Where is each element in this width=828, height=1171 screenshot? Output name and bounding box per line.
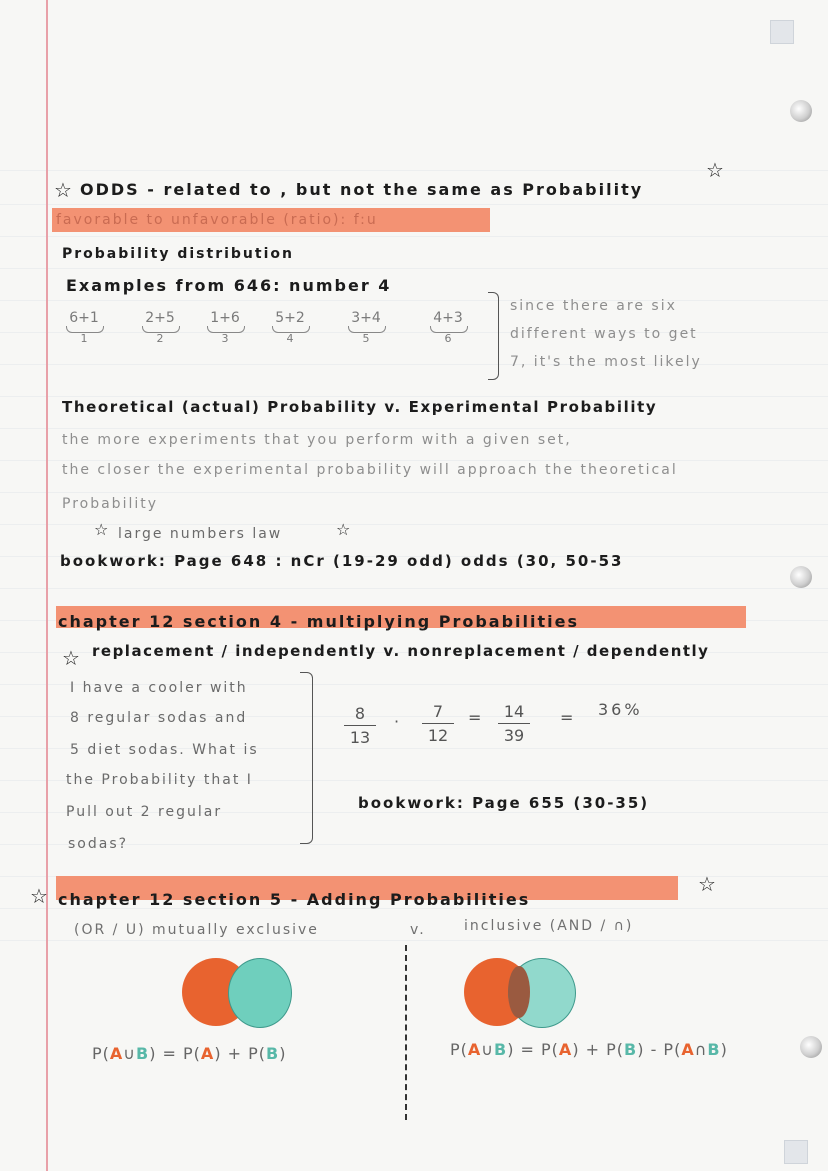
venn-intersection: [508, 966, 530, 1018]
pair-3: 1+6 3: [210, 310, 240, 345]
fraction: 14 39: [494, 702, 534, 745]
multiply-dot: ·: [394, 712, 401, 731]
pair-2: 2+5 2: [145, 310, 175, 345]
binder-hole-middle: [790, 566, 812, 588]
bracket: [300, 672, 313, 844]
word-problem-line: the Probability that I: [66, 772, 253, 788]
venn-set-b: [228, 958, 292, 1028]
bookwork-655: bookwork: Page 655 (30-35): [358, 794, 650, 812]
pair-1: 6+1 1: [69, 310, 99, 345]
underbrace: [66, 326, 104, 333]
divider-dashed: [405, 945, 407, 1120]
inclusive-label: inclusive (AND / ∩): [464, 918, 634, 934]
pair-5: 3+4 5: [351, 310, 381, 345]
formula-inclusive: P(A∪B) = P(A) + P(B) - P(A∩B): [450, 1040, 728, 1059]
star-icon: ☆: [54, 178, 72, 202]
bracket: [488, 292, 499, 380]
theoretical-line: the more experiments that you perform with a given set,: [62, 432, 572, 448]
binder-hole-top: [790, 100, 812, 122]
word-problem-line: 8 regular sodas and: [70, 710, 248, 726]
side-note-line: 7, it's the most likely: [510, 354, 702, 370]
side-note-line: different ways to get: [510, 326, 698, 342]
side-note-line: since there are six: [510, 298, 677, 314]
underbrace: [272, 326, 310, 333]
star-icon: ☆: [706, 158, 724, 182]
underbrace: [348, 326, 386, 333]
underbrace: [142, 326, 180, 333]
underbrace: [430, 326, 468, 333]
examples-title: Examples from 646: number 4: [66, 276, 392, 295]
star-icon: ☆: [698, 872, 716, 896]
formula-mutually-exclusive: P(A∪B) = P(A) + P(B): [92, 1044, 287, 1063]
equals-sign: =: [468, 708, 483, 727]
odds-heading: ODDS - related to , but not the same as Probability: [80, 180, 644, 199]
star-icon: ☆: [30, 884, 48, 908]
star-icon: ☆: [62, 646, 80, 670]
star-icon: ☆: [94, 520, 109, 539]
large-numbers-law: large numbers law: [118, 526, 283, 542]
odds-definition: favorable to unfavorable (ratio): f:u: [56, 212, 378, 228]
replacement-heading: replacement / independently v. nonreplacement / dependently: [92, 642, 710, 660]
pair-4: 5+2 4: [275, 310, 305, 345]
page-corner-mark: [770, 20, 794, 44]
underbrace: [207, 326, 245, 333]
chapter-12-section-4: chapter 12 section 4 - multiplying Probabilities: [58, 612, 579, 631]
pair-6: 4+3 6: [433, 310, 463, 345]
margin-line: [46, 0, 48, 1171]
equals-sign: =: [560, 708, 575, 727]
fraction: 7 12: [418, 702, 458, 745]
page-corner-mark: [784, 1140, 808, 1164]
probability-distribution-title: Probability distribution: [62, 246, 294, 262]
star-icon: ☆: [336, 520, 351, 539]
mutually-exclusive-label: (OR / U) mutually exclusive: [74, 922, 319, 938]
chapter-12-section-5: chapter 12 section 5 - Adding Probabilities: [58, 890, 531, 909]
versus-label: v.: [410, 922, 426, 938]
theoretical-line: Probability: [62, 496, 159, 512]
word-problem-line: 5 diet sodas. What is: [70, 742, 259, 758]
bookwork-648: bookwork: Page 648 : nCr (19-29 odd) odds (30, 50-53: [60, 552, 624, 570]
binder-hole-bottom: [800, 1036, 822, 1058]
result: 36%: [598, 700, 643, 719]
theoretical-heading: Theoretical (actual) Probability v. Experimental Probability: [62, 398, 658, 416]
word-problem-line: sodas?: [68, 836, 129, 852]
word-problem-line: I have a cooler with: [70, 680, 248, 696]
fraction: 8 13: [340, 704, 380, 747]
word-problem-line: Pull out 2 regular: [66, 804, 223, 820]
theoretical-line: the closer the experimental probability will approach the theoretical: [62, 462, 678, 478]
